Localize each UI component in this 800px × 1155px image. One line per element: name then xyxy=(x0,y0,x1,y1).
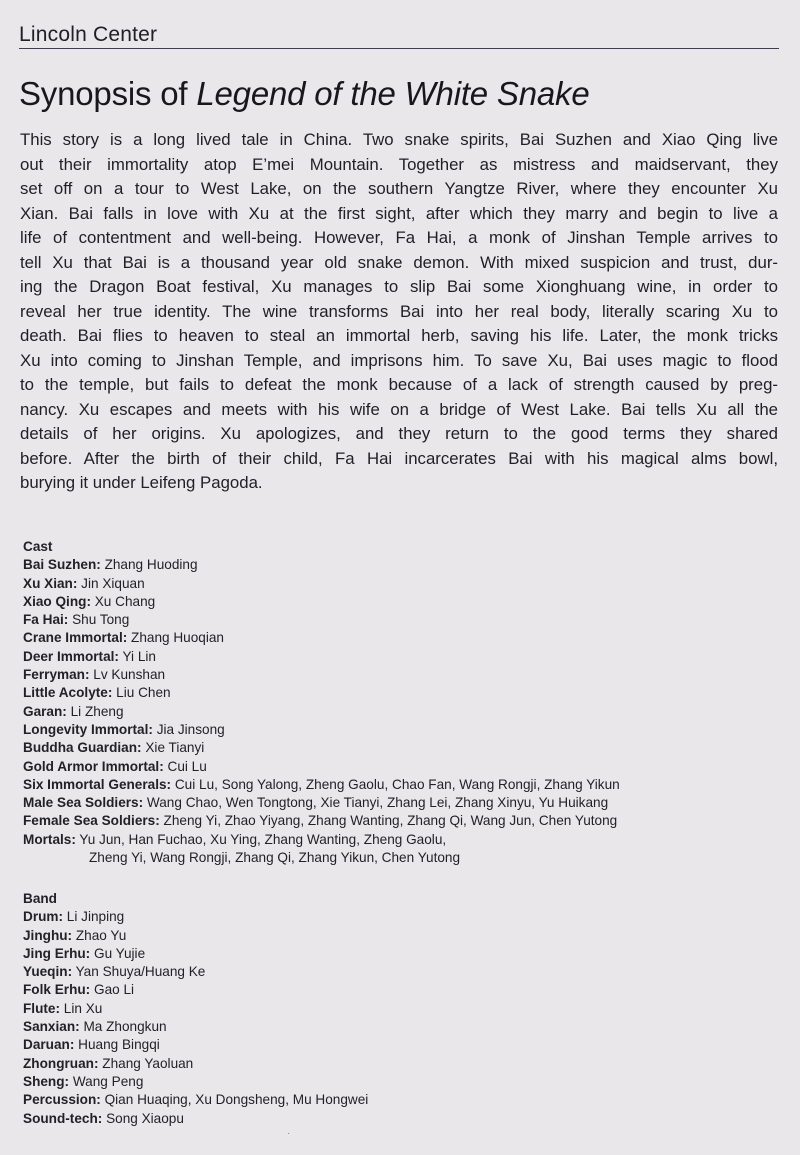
band-row xyxy=(23,1000,763,1018)
synopsis-paragraph xyxy=(20,128,778,496)
band-musician: Wang Peng xyxy=(69,1073,144,1089)
band-role: Drum: xyxy=(23,909,64,925)
band-row xyxy=(23,1073,763,1091)
band-role: Sheng: xyxy=(23,1073,70,1089)
cast-role: Female Sea Soldiers: xyxy=(23,813,160,829)
band-row xyxy=(23,981,763,999)
band-role: Jinghu: xyxy=(23,927,73,943)
synopsis-line: tell Xu that Bai is a thousand year old snake demon. With mixed suspicion and trust, dur- xyxy=(20,252,778,272)
band-list xyxy=(23,890,763,1128)
synopsis-line: reveal her true identity. The wine transforms Bai into her real body, literally scaring Xu to xyxy=(20,301,778,321)
synopsis-line: burying it under Leifeng Pagoda. xyxy=(20,473,263,492)
cast-performer: Yu Jun, Han Fuchao, Xu Ying, Zhang Wanting, Zheng Gaolu, xyxy=(75,831,447,847)
band-row xyxy=(23,927,763,945)
cast-performer: Lv Kunshan xyxy=(89,667,166,683)
band-musician: Gu Yujie xyxy=(90,945,146,961)
band-heading: Band xyxy=(23,891,57,906)
band-row xyxy=(23,945,763,963)
band-musician: Qian Huaqing, Xu Dongsheng, Mu Hongwei xyxy=(100,1092,369,1108)
cast-role: Little Acolyte: xyxy=(23,685,113,701)
band-row xyxy=(23,1055,763,1073)
cast-role: Fa Hai: xyxy=(23,612,69,628)
cast-role: Male Sea Soldiers: xyxy=(23,795,144,811)
cast-performer: Shu Tong xyxy=(68,612,130,628)
band-role: Flute: xyxy=(23,1000,60,1016)
header-title: Lincoln Center xyxy=(19,23,158,46)
cast-role: Ferryman: xyxy=(23,667,90,683)
band-musician: Lin Xu xyxy=(60,1000,103,1016)
cast-row xyxy=(23,556,763,574)
cast-row xyxy=(23,611,763,629)
synopsis-line: details of her origins. Xu apologizes, and they return to the good terms they shared xyxy=(20,424,778,443)
band-role: Sound-tech: xyxy=(23,1110,103,1126)
cast-role: Bai Suzhen: xyxy=(23,557,101,573)
cast-heading: Cast xyxy=(23,539,53,554)
cast-performer: Cui Lu, Song Yalong, Zheng Gaolu, Chao Fan, Wang Rongji, Zhang Yikun xyxy=(171,776,620,792)
synopsis-line: ing the Dragon Boat festival, Xu manages to slip Bai some Xionghuang wine, in order to xyxy=(20,277,778,296)
band-musician: Huang Bingqi xyxy=(74,1037,160,1053)
band-row xyxy=(23,1110,763,1128)
cast-row xyxy=(23,703,763,721)
cast-performer: Jia Jinsong xyxy=(152,721,225,737)
cast-performer: Zheng Yi, Zhao Yiyang, Zhang Wanting, Zhang Qi, Wang Jun, Chen Yutong xyxy=(159,813,618,829)
cast-role: Mortals: xyxy=(23,831,76,847)
band-musician: Zhao Yu xyxy=(72,927,127,943)
cast-list xyxy=(23,538,763,867)
cast-performer: Wang Chao, Wen Tongtong, Xie Tianyi, Zhang Lei, Zhang Xinyu, Yu Huikang xyxy=(143,795,609,811)
synopsis-line: out their immortality atop E’mei Mountain. Together as mistress and maidservant, they xyxy=(20,154,778,174)
paper-speck: · xyxy=(287,1128,291,1139)
cast-row xyxy=(23,812,763,830)
cast-performer: Li Zheng xyxy=(66,703,124,719)
cast-row xyxy=(23,648,763,666)
synopsis-line: set off on a tour to West Lake, on the southern Yangtze River, where they encounter Xu xyxy=(20,179,778,198)
cast-row xyxy=(23,794,763,812)
cast-role: Crane Immortal: xyxy=(23,630,128,646)
page-title xyxy=(19,72,590,116)
band-musician: Zhang Yaoluan xyxy=(98,1055,194,1071)
cast-row xyxy=(23,666,763,684)
cast-row xyxy=(23,831,763,849)
cast-role: Gold Armor Immortal: xyxy=(23,758,164,774)
synopsis-line: death. Bai flies to heaven to steal an immortal herb, saving his life. Later, the monk tricks xyxy=(20,326,778,345)
cast-row xyxy=(23,721,763,739)
cast-row xyxy=(23,776,763,794)
synopsis-line: before. After the birth of their child, Fa Hai incarcerates Bai with his magical alms bowl, xyxy=(20,448,778,468)
band-role: Sanxian: xyxy=(23,1019,80,1035)
synopsis-line: nancy. Xu escapes and meets with his wife on a bridge of West Lake. Bai tells Xu all the xyxy=(20,399,778,419)
page-title-italic: Legend of the White Snake xyxy=(196,75,590,112)
cast-performer: Cui Lu xyxy=(163,758,207,774)
cast-row-continuation: Zheng Yi, Wang Rongji, Zhang Qi, Zhang Yikun, Chen Yutong xyxy=(89,850,461,866)
synopsis-line: This story is a long lived tale in China. Two snake spirits, Bai Suzhen and Xiao Qing live xyxy=(20,130,778,149)
cast-role: Deer Immortal: xyxy=(23,648,119,664)
band-role: Folk Erhu: xyxy=(23,982,91,998)
band-row xyxy=(23,963,763,981)
band-role: Daruan: xyxy=(23,1037,75,1053)
cast-performer: Zhang Huoding xyxy=(100,557,198,573)
cast-performer: Zhang Huoqian xyxy=(127,630,224,646)
cast-role: Xiao Qing: xyxy=(23,593,91,609)
band-role: Jing Erhu: xyxy=(23,945,91,961)
band-musician: Yan Shuya/Huang Ke xyxy=(72,964,206,980)
band-row xyxy=(23,908,763,926)
cast-row xyxy=(23,684,763,702)
synopsis-line: Xian. Bai falls in love with Xu at the first sight, after which they marry and begin to live a xyxy=(20,203,778,223)
synopsis-line: Xu into coming to Jinshan Temple, and imprisons him. To save Xu, Bai uses magic to flood xyxy=(20,350,778,370)
band-role: Yueqin: xyxy=(23,964,73,980)
cast-performer: Xie Tianyi xyxy=(141,740,205,756)
cast-row xyxy=(23,593,763,611)
cast-role: Garan: xyxy=(23,703,67,719)
cast-role: Longevity Immortal: xyxy=(23,721,153,737)
cast-performer: Xu Chang xyxy=(90,593,156,609)
band-role: Percussion: xyxy=(23,1092,101,1108)
band-role: Zhongruan: xyxy=(23,1055,99,1071)
band-musician: Song Xiaopu xyxy=(102,1110,184,1126)
cast-row xyxy=(23,739,763,757)
cast-role: Six Immortal Generals: xyxy=(23,776,172,792)
band-row xyxy=(23,1018,763,1036)
cast-performer: Jin Xiquan xyxy=(77,575,145,591)
band-row xyxy=(23,1091,763,1109)
band-musician: Ma Zhongkun xyxy=(79,1019,167,1035)
cast-performer: Yi Lin xyxy=(118,648,156,664)
band-row xyxy=(23,1036,763,1054)
band-musician: Gao Li xyxy=(90,982,135,998)
page-title-prefix: Synopsis of xyxy=(19,75,197,112)
cast-performer: Liu Chen xyxy=(112,685,171,701)
cast-row xyxy=(23,758,763,776)
cast-row xyxy=(23,575,763,593)
synopsis-line: life of contentment and well-being. However, Fa Hai, a monk of Jinshan Temple arrives to xyxy=(20,228,778,247)
cast-role: Xu Xian: xyxy=(23,575,78,591)
running-header xyxy=(19,22,779,49)
synopsis-line: to the temple, but fails to defeat the monk because of a lack of strength caused by preg- xyxy=(20,375,778,394)
cast-role: Buddha Guardian: xyxy=(23,740,142,756)
cast-row xyxy=(23,629,763,647)
band-musician: Li Jinping xyxy=(63,909,125,925)
